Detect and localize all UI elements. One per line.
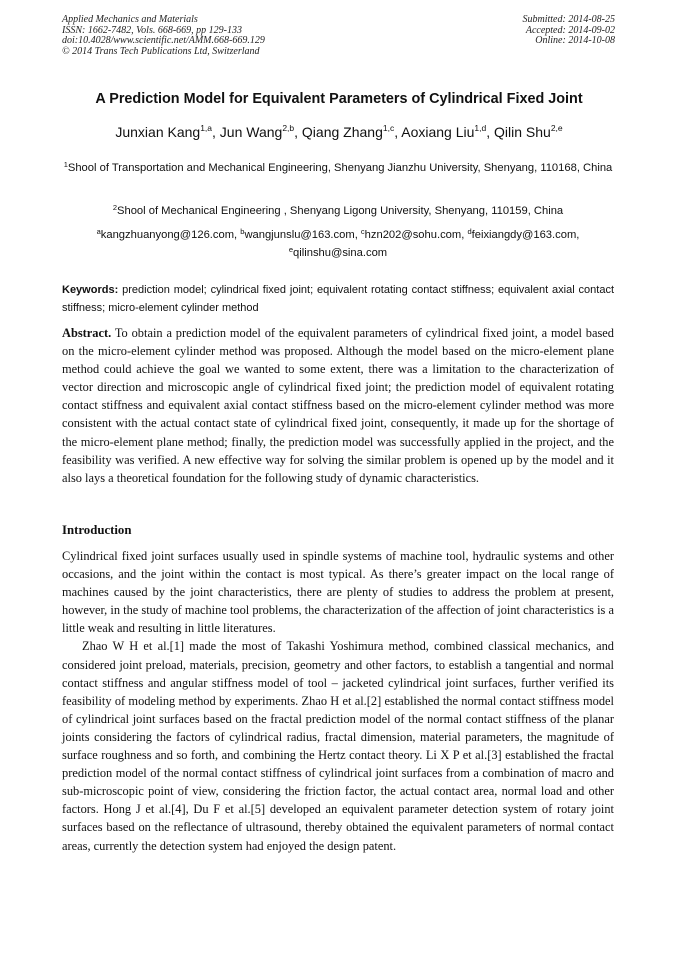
abstract-label: Abstract. <box>62 326 112 340</box>
journal-info <box>62 15 265 57</box>
email-link[interactable]: kangzhuanyong@126.com <box>100 229 235 241</box>
email-link[interactable]: feixiangdy@163.com <box>471 229 577 241</box>
author-affil-sup: 1,c <box>382 123 395 133</box>
affiliation-sup: 2 <box>112 203 118 212</box>
author-name: Qilin Shu <box>494 124 551 140</box>
email-link[interactable]: qilinshu@sina.com <box>293 247 388 259</box>
affiliation-sup: 1 <box>63 160 68 169</box>
email-link[interactable]: wangjunslu@163.com <box>244 229 355 241</box>
affiliation-2 <box>62 202 614 220</box>
email-sup: e <box>288 245 294 254</box>
email-sup: c <box>360 227 365 236</box>
journal-name: Applied Mechanics and Materials <box>62 14 198 25</box>
author-name: Junxian Kang <box>115 124 201 140</box>
email-sup: b <box>240 227 245 236</box>
author-affil-sup: 2,b <box>282 123 295 133</box>
abstract-section <box>62 324 614 487</box>
affiliation-text: Shool of Mechanical Engineering , Shenyang Ligong University, Shenyang, 110159, China <box>117 205 564 217</box>
introduction-body <box>62 547 614 855</box>
author-affil-sup: 1,a <box>200 123 213 133</box>
affiliation-1 <box>62 159 614 177</box>
keywords-label: Keywords: <box>62 284 119 296</box>
author-affil-sup: 1,d <box>474 123 487 133</box>
email-sup: d <box>467 227 472 236</box>
email-list: $^a$kangzhuanyong@126.com, $^b$wangjunslu@163.com, $^c$hzn202@sohu.com, $^d$feixiangdy@163.com, $^e$qilinshu@sina.com <box>96 227 580 259</box>
keywords-text: prediction model; cylindrical fixed joint; equivalent rotating contact stiffness; equivalent axial contact stiffness; micro-element cylinder method <box>62 284 615 314</box>
abstract-text: To obtain a prediction model of the equivalent parameters of cylindrical fixed joint, a model based on the micro-element cylinder method was proposed. Although the model based on the micro-element plane method could achieve the goal we wanted to some extent, there was a limitation to the characterization of vector direction and microscopic angle of cylindrical fixed joint; the prediction model of equivalent rotating contact stiffness and equivalent axial contact stiffness based on the micro-element cylinder method was more consistent with the actual contact state of cylindrical fixed joint, consequently, it made up for the shortage of the micro-element plane method; finally, the prediction model was successfully applied in the project, and the feasibility was verified. A new effective way for solving the similar problem is opened up by the model and it also lays a theoretical foundation for the following study of dynamic characteristics. <box>62 326 614 485</box>
submission-dates <box>523 15 616 47</box>
affiliation-text: Shool of Transportation and Mechanical Engineering, Shenyang Jianzhu University, Shenyang, 110168, China <box>67 162 613 174</box>
accepted-date: Accepted: 2014-09-02 <box>525 24 615 36</box>
doi-line: doi:10.4028/www.scientific.net/AMM.668-669.129 <box>62 35 265 46</box>
submitted-date: Submitted: 2014-08-25 <box>522 14 615 25</box>
issn-line: ISSN: 1662-7482, Vols. 668-669, pp 129-133 <box>62 24 242 36</box>
author-name: Jun Wang <box>219 124 283 140</box>
author-affil-sup: 2,e <box>550 123 563 133</box>
email-sup: a <box>96 227 101 236</box>
author-list: Junxian Kang$^{1,a}$, Jun Wang$^{2,b}$, Qiang Zhang$^{1,c}$, Aoxiang Liu$^{1,d}$, Qilin Shu$^{2,e}$ <box>115 123 563 140</box>
author-name: Aoxiang Liu <box>401 124 475 140</box>
author-name: Qiang Zhang <box>301 124 383 140</box>
section-heading-introduction: Introduction <box>62 523 132 537</box>
copyright-line: © 2014 Trans Tech Publications Ltd, Switzerland <box>62 45 260 57</box>
intro-paragraph-2: Zhao W H et al.[1] made the most of Takashi Yoshimura method, combined classical mechanics, and considered joint preload, materials, precision, geometry and other factors, to establish a tangential and normal contact stiffness and angular stiffness model of tool – jacketed cylindrical joint surfaces, further verified its feasibility of modeling method by experiments. Zhao H et al.[2] established the normal contact stiffness model of cylindrical joint surfaces based on the fractal prediction model of the normal contact stiffness of the planar joints considering the factors of cylindrical radius, fractal dimension, material parameters, the magnitude of surface roughness and so forth, and combining the Hertz contact theory. Li X P et al.[3] established the fractal prediction model of the normal contact stiffness of cylindrical joint surfaces from a combination of macro and sub-microscopic point of view, considering the friction factor, the actual contact area, normal load and other factors. Hong J et al.[4], Du F et al.[5] developed an equivalent parameter detection system of rotary joint surfaces based on the reflectance of ultrasound, thereby obtained the equivalent parameters of normal contact areas, currently the detection system had enjoyed the design patent. <box>62 639 614 853</box>
email-link[interactable]: hzn202@sohu.com <box>364 229 462 241</box>
online-date: Online: 2014-10-08 <box>535 35 615 46</box>
paper-title: A Prediction Model for Equivalent Parameters of Cylindrical Fixed Joint <box>95 91 583 107</box>
keywords-section <box>62 281 614 317</box>
intro-paragraph-1: Cylindrical fixed joint surfaces usually used in spindle systems of machine tool, hydraulic systems and other occasions, and the joint within the contact is most typical. As there’s greater impact on the local range of machines caused by the joint characteristics, there are plenty of studies to address the problem at present, however, in the study of machine tool problems, the characterization of the affection of joint characteristics is a little weak and resulting in little literatures. <box>62 549 614 636</box>
